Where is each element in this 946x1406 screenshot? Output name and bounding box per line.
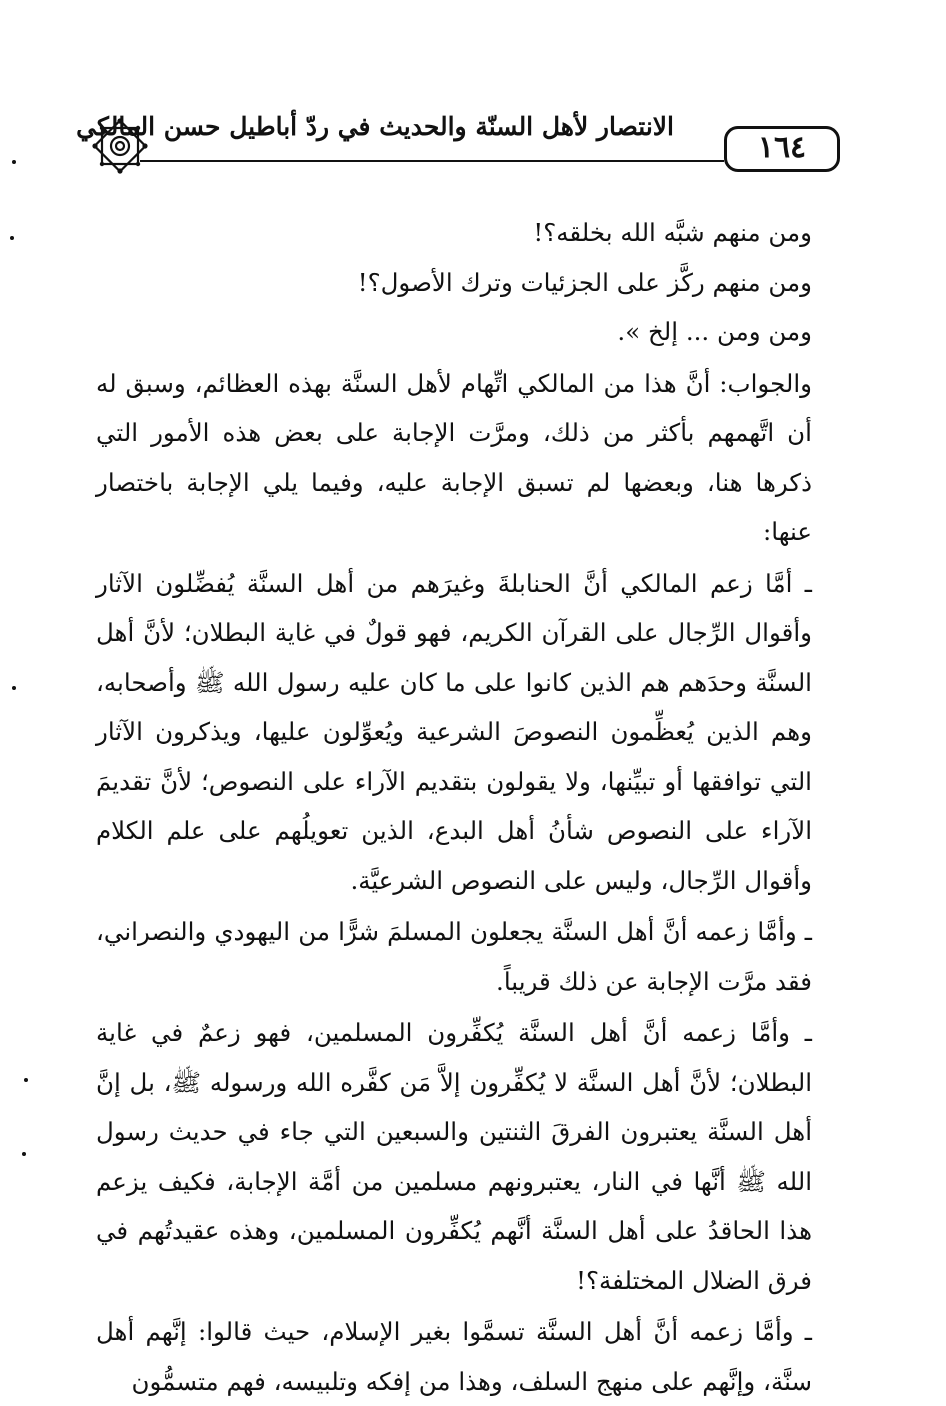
page-number: ١٦٤ [724,126,840,172]
text-line: ومن منهم شبَّه الله بخلقه؟! [533,218,812,247]
answer-paragraph: والجواب: أنَّ هذا من المالكي اتِّهام لأهل السنَّة بهذه العظائم، وسبق له أن اتَّهمهم بأكثر من ذلك، ومرَّت الإجابة على بعض هذه الأمور التي ذكرها هنا، وبعضها لم تسبق الإجابة عليه، وفيما يلي الإجابة باختصار عنها: [96,368,812,546]
scan-speck [10,236,14,240]
scan-speck [22,1152,26,1156]
body-paragraph: ـ وأمَّا زعمه أنَّ أهل السنَّة يُكفِّرون المسلمين، فهو زعمٌ في غاية البطلان؛ لأنَّ أهل السنَّة لا يُكفِّرون إلاَّ مَن كفَّره الله ورسوله ﷺ، بل إنَّ أهل السنَّة يعتبرون الفرقَ الثنتين والسبعين التي جاء في حديث رسول الله ﷺ أنَّها في النار، يعتبرونهم مسلمين من أمَّة الإجابة، فكيف يزعم هذا الحاقدُ على أهل السنَّة أنَّهم يُكفِّرون المسلمين، وهذه عقيدتُهم في فرق الضلال المختلفة؟! [96,1018,813,1295]
page-header [76,108,848,200]
scan-speck [12,686,16,690]
text-line: ومن منهم ركَّز على الجزئيات وترك الأصول؟! [357,267,812,297]
text-line: ومن ومن ... إلخ ». [617,317,812,346]
header-rule [140,160,724,162]
scan-speck [24,1078,28,1082]
body-paragraph: ـ أمَّا زعم المالكي أنَّ الحنابلةَ وغيرَهم من أهل السنَّة يُفضِّلون الآثار وأقوال الرِّجال على القرآن الكريم، فهو قولٌ في غاية البطلان؛ لأنَّ أهل السنَّة وحدَهم هم الذين كانوا على ما كان عليه رسول الله ﷺ وأصحابه، وهم الذين يُعظِّمون النصوصَ الشرعية ويُعوِّلون عليها، ويذكرون الآثار التي توافقها أو تبيِّنها، ولا يقولون بتقديم الآراء على النصوص؛ لأنَّ تقديمَ الآراء على النصوص شأنُ أهل البدع، الذين تعويلُهم على علم الكلام وأقوال الرِّجال، وليس على النصوص الشرعيَّة. [96,568,812,895]
body-text [96,208,812,1406]
running-header-title: الانتصار لأهل السنّة والحديث في ردّ أباطيل حسن المالكي [76,112,674,141]
body-paragraph: ـ وأمَّا زعمه أنَّ أهل السنَّة تسمَّوا بغير الإسلام، حيث قالوا: إنَّهم أهل سنَّة، وإنَّهم على منهج السلف، وهذا من إفكه وتلبيسه، فهم متسمُّون [96,1317,812,1396]
scan-speck [12,160,16,164]
body-paragraph: ـ وأمَّا زعمه أنَّ أهل السنَّة يجعلون المسلمَ شرًّا من اليهودي والنصراني، فقد مرَّت الإجابة عن ذلك قريباً. [96,917,812,996]
